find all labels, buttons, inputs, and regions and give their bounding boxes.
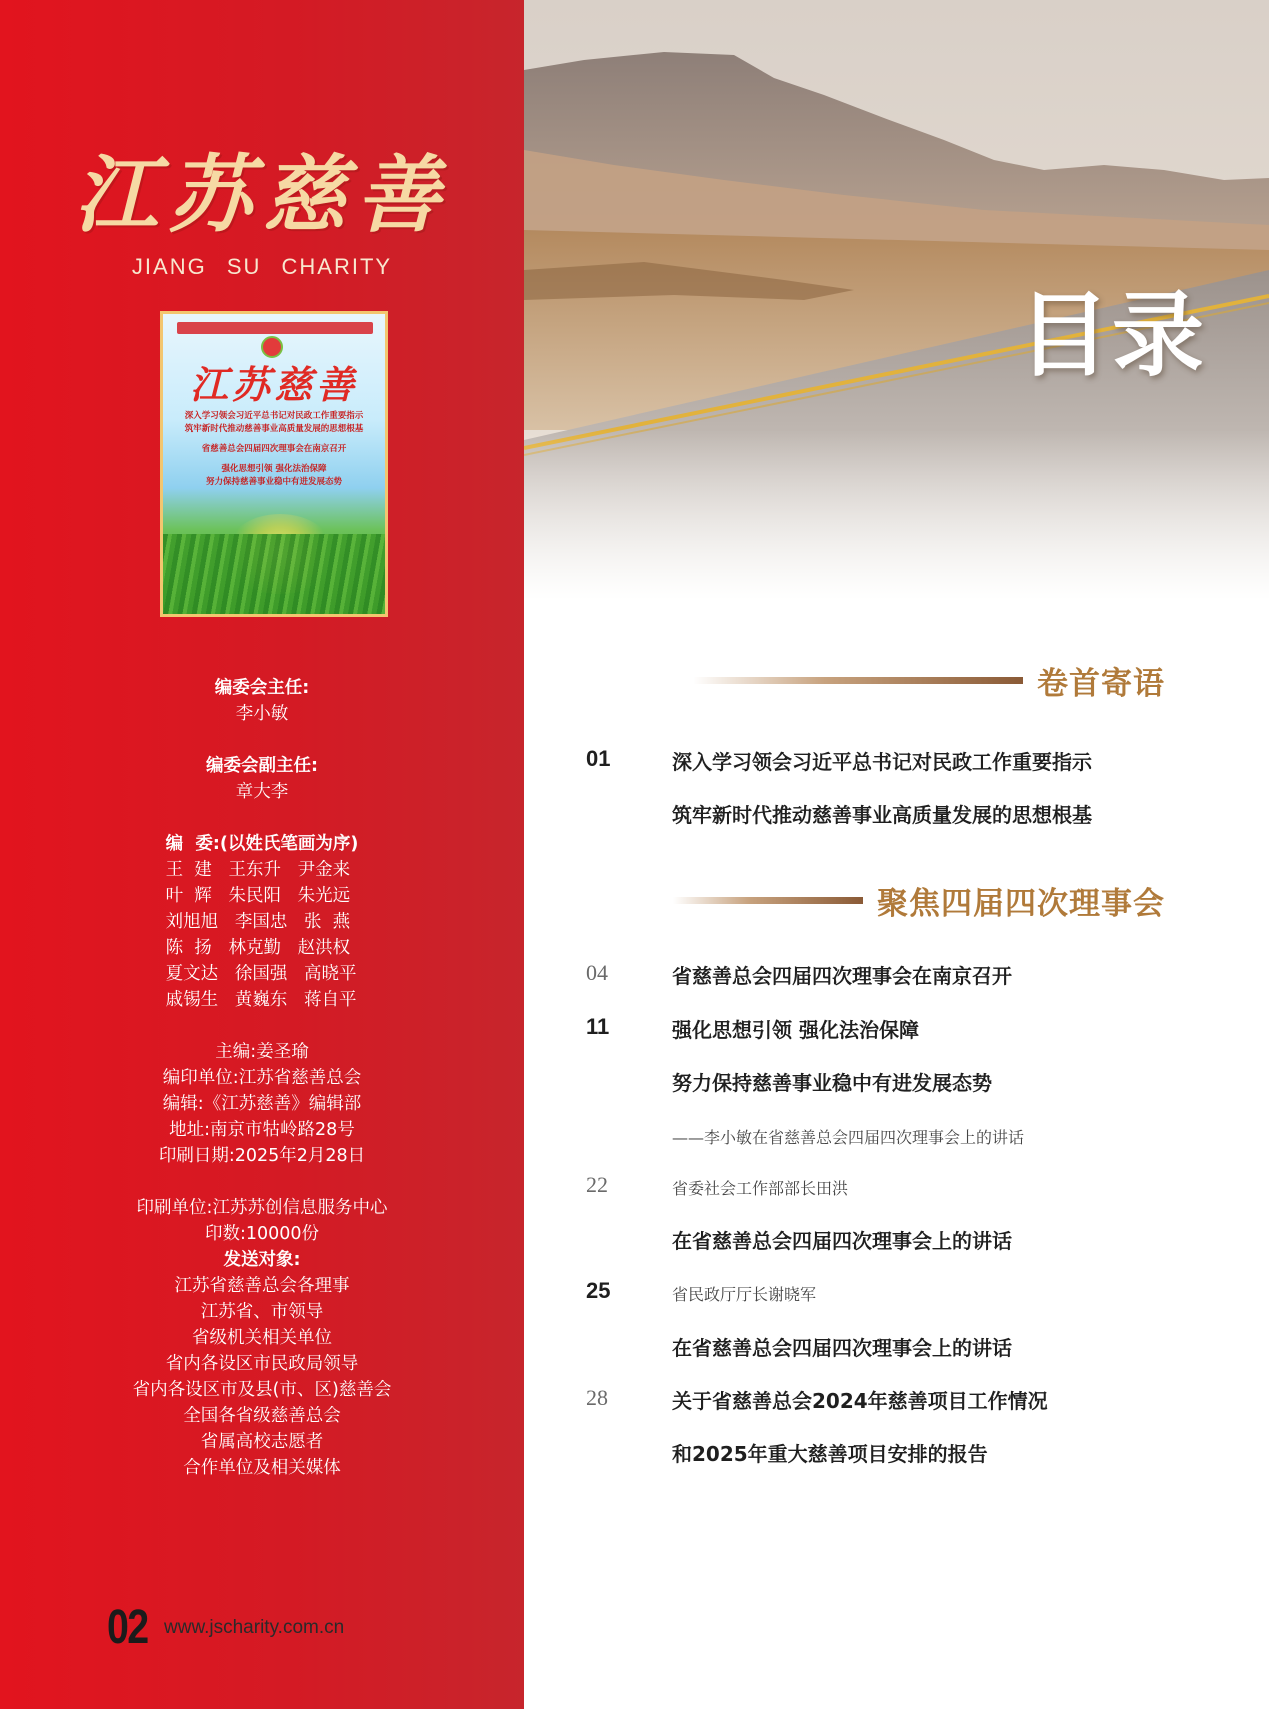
deputy-label: 编委会副主任: — [206, 756, 318, 776]
recipient: 全国各省级慈善总会 — [183, 1406, 341, 1426]
toc-byline: 省民政厅厅长谢晓军 — [672, 1285, 817, 1304]
editorial-board — [0, 675, 524, 1481]
toc-heading: 目录 — [1018, 281, 1207, 389]
toc-byline: ——李小敏在省慈善总会四届四次理事会上的讲话 — [672, 1128, 1025, 1147]
members-row: 刘旭旭 李国忠 张 燕 — [165, 912, 351, 932]
toc-title: 关于省慈善总会2024年慈善项目工作情况 — [672, 1389, 1048, 1413]
cover-headline: 深入学习领会习近平总书记对民政工作重要指示 — [184, 411, 364, 421]
toc-entry[interactable] — [586, 1278, 1226, 1314]
toc-title: 和2025年重大慈善项目安排的报告 — [672, 1442, 988, 1466]
toc-entry[interactable] — [586, 1225, 1226, 1261]
cover-headline: 强化思想引领 强化法治保障 — [221, 464, 327, 474]
cover-title: 江苏慈善 — [189, 362, 358, 407]
chief-editor: 主编:姜圣瑜 — [215, 1042, 309, 1062]
members-row: 陈 扬 林克勤 赵洪权 — [165, 938, 351, 958]
recipient: 合作单位及相关媒体 — [183, 1458, 341, 1478]
cover-grass — [163, 534, 385, 614]
toc-entry[interactable] — [586, 1121, 1226, 1157]
director-name: 李小敏 — [235, 704, 289, 724]
website-link[interactable]: www.jscharity.com.cn — [164, 1617, 345, 1638]
publisher: 编印单位:江苏省慈善总会 — [162, 1068, 362, 1088]
editorial-dept: 编辑:《江苏慈善》编辑部 — [162, 1094, 362, 1114]
cover-headlines — [171, 410, 377, 489]
members-row: 王 建 王东升 尹金来 — [165, 860, 351, 880]
photo-fade — [524, 430, 1269, 600]
section-heading-preface — [693, 658, 1165, 702]
toc-page-number: 01 — [586, 746, 611, 771]
members-block — [166, 831, 359, 1013]
toc-entry[interactable] — [586, 1438, 1226, 1474]
toc-page-number: 22 — [586, 1172, 608, 1197]
cover-headline: 筑牢新时代推动慈善事业高质量发展的思想根基 — [184, 424, 364, 434]
toc-entry[interactable] — [586, 1172, 1226, 1208]
members-row: 叶 辉 朱民阳 朱光远 — [165, 886, 351, 906]
deputy-name: 章大李 — [235, 782, 289, 802]
section-title: 聚焦四届四次理事会 — [877, 885, 1165, 922]
toc-title: 筑牢新时代推动慈善事业高质量发展的思想根基 — [672, 803, 1092, 827]
recipient: 江苏省慈善总会各理事 — [174, 1276, 350, 1296]
copies: 印数:10000份 — [204, 1224, 320, 1244]
recipient: 省内各设区市民政局领导 — [165, 1354, 359, 1374]
toc-entry[interactable] — [586, 1067, 1226, 1103]
members-row: 戚锡生 黄巍东 蒋自平 — [165, 990, 357, 1010]
print-date: 印刷日期:2025年2月28日 — [158, 1146, 366, 1166]
toc-entry[interactable] — [586, 1385, 1226, 1421]
toc-title: 在省慈善总会四届四次理事会上的讲话 — [672, 1229, 1012, 1253]
toc-title: 努力保持慈善事业稳中有进发展态势 — [672, 1071, 992, 1095]
brand-subtitle: JIANG SU CHARITY — [131, 254, 393, 279]
section-title: 卷首寄语 — [1037, 665, 1165, 702]
printer: 印刷单位:江苏苏创信息服务中心 — [136, 1198, 388, 1218]
toc-title: 在省慈善总会四届四次理事会上的讲话 — [672, 1336, 1012, 1360]
toc-title: 深入学习领会习近平总书记对民政工作重要指示 — [672, 750, 1092, 774]
recipient: 省级机关相关单位 — [192, 1328, 332, 1348]
recipients-label: 发送对象: — [223, 1250, 301, 1270]
toc-byline: 省委社会工作部部长田洪 — [672, 1179, 849, 1198]
toc-page-number: 11 — [586, 1014, 610, 1039]
cover-top-bar — [177, 322, 373, 334]
toc-page-number: 25 — [586, 1278, 611, 1303]
toc-page-number: 28 — [586, 1385, 608, 1410]
recipient: 省内各设区市及县(市、区)慈善会 — [132, 1380, 392, 1400]
members-label: 编 委:(以姓氏笔画为序) — [165, 834, 359, 854]
address: 地址:南京市牯岭路28号 — [169, 1120, 355, 1140]
members-row: 夏文达 徐国强 高晓平 — [165, 964, 357, 984]
toc-title: 省慈善总会四届四次理事会在南京召开 — [672, 964, 1012, 988]
director-label: 编委会主任: — [214, 678, 310, 698]
sidebar — [0, 0, 524, 1709]
section-divider — [693, 677, 1023, 684]
section-divider — [673, 897, 863, 904]
section-heading-council — [673, 878, 1165, 922]
toc-entry[interactable] — [586, 799, 1226, 835]
toc-title: 强化思想引领 强化法治保障 — [672, 1018, 919, 1042]
toc-entry[interactable] — [586, 1332, 1226, 1368]
toc-entry[interactable] — [586, 746, 1226, 782]
brand-title: 江苏慈善 — [73, 145, 450, 244]
recipient: 省属高校志愿者 — [200, 1432, 324, 1452]
page-number: 02 — [107, 1601, 148, 1654]
recipient: 江苏省、市领导 — [200, 1302, 324, 1322]
toc-page-number: 04 — [586, 960, 608, 985]
toc-entry[interactable] — [586, 960, 1226, 996]
cover-headline: 省慈善总会四届四次理事会在南京召开 — [201, 444, 347, 454]
cover-headline: 努力保持慈善事业稳中有进发展态势 — [205, 477, 342, 487]
cover-thumbnail — [160, 311, 388, 617]
toc-entry[interactable] — [586, 1014, 1226, 1050]
